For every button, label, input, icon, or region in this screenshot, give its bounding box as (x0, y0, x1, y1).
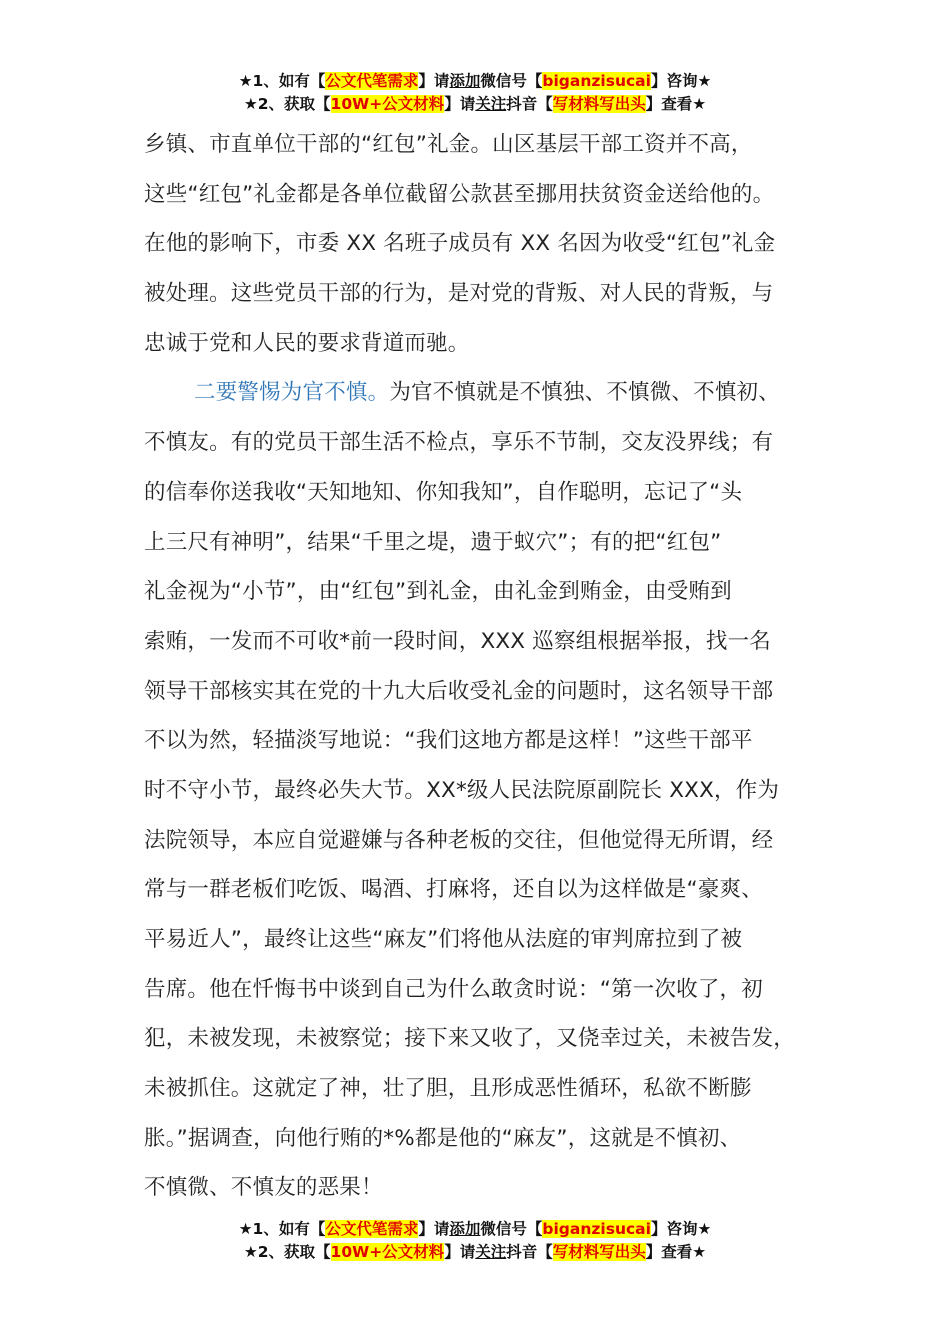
body-line: 索贿，一发而不可收*前一段时间，XXX 巡察组根据举报，找一名 (144, 628, 771, 654)
banner-line-2: ★2、获取【10W+公文材料】请关注抖音【写材料写出头】查看★ (243, 1243, 707, 1261)
document-body (144, 120, 834, 1213)
body-line: 不以为然，轻描淡写地说：“我们这地方都是这样！”这些干部平 (144, 728, 753, 754)
highlight-wechat-id: biganzisucai (542, 72, 651, 90)
highlight-douyin: 写材料写出头 (552, 1243, 646, 1261)
body-line: 领导干部核实其在党的十九大后收受礼金的问题时，这名领导干部 (144, 678, 774, 704)
section-heading-line: 二要警惕为官不慎。为官不慎就是不慎独、不慎微、不慎初、 (194, 380, 780, 406)
body-line: 礼金视为“小节”，由“红包”到礼金，由礼金到贿金，由受贿到 (144, 579, 732, 605)
body-line: 上三尺有神明”，结果“千里之堤，遗于蚁穴”；有的把“红包” (144, 529, 722, 555)
bottom-banner (0, 1218, 950, 1264)
highlight-materials: 10W+公文材料 (330, 1243, 445, 1261)
highlight-service: 公文代笔需求 (325, 1220, 419, 1238)
banner-line-1: ★1、如有【公文代笔需求】请添加微信号【biganzisucai】咨询★ (238, 72, 712, 90)
highlight-service: 公文代笔需求 (325, 72, 419, 90)
body-line: 时不守小节，最终必失大节。XX*级人民法院原副院长 XXX，作为 (144, 777, 780, 803)
body-line: 胀。”据调查，向他行贿的*%都是他的“麻友”，这就是不慎初、 (144, 1125, 742, 1151)
body-line: 不慎友。有的党员干部生活不检点，享乐不节制，交友没界线；有 (144, 430, 774, 456)
highlight-douyin: 写材料写出头 (552, 95, 646, 113)
highlight-materials: 10W+公文材料 (330, 95, 445, 113)
body-line: 的信奉你送我收“天知地知、你知我知”，自作聪明，忘记了“头 (144, 479, 743, 505)
body-line: 常与一群老板们吃饭、喝酒、打麻将，还自以为这样做是“豪爽、 (144, 877, 763, 903)
body-line: 在他的影响下，市委 XX 名班子成员有 XX 名因为收受“红包”礼金 (144, 231, 776, 257)
banner-line-1: ★1、如有【公文代笔需求】请添加微信号【biganzisucai】咨询★ (238, 1220, 712, 1238)
body-line: 告席。他在忏悔书中谈到自己为什么敢贪时说：“第一次收了，初 (144, 976, 763, 1002)
top-banner (0, 70, 950, 116)
body-line: 这些“红包”礼金都是各单位截留公款甚至挪用扶贫资金送给他的。 (144, 181, 775, 207)
banner-line-2: ★2、获取【10W+公文材料】请关注抖音【写材料写出头】查看★ (243, 95, 707, 113)
section-heading: 二要警惕为官不慎。 (194, 380, 390, 406)
highlight-wechat-id: biganzisucai (542, 1220, 651, 1238)
body-line: 被处理。这些党员干部的行为，是对党的背叛、对人民的背叛，与 (144, 281, 774, 307)
body-line: 忠诚于党和人民的要求背道而驰。 (144, 330, 470, 356)
body-line: 不慎微、不慎友的恶果！ (144, 1175, 383, 1201)
body-line: 犯，未被发现，未被察觉；接下来又收了，又侥幸过关，未被告发， (144, 1026, 796, 1052)
body-line: 平易近人”，最终让这些“麻友”们将他从法庭的审判席拉到了被 (144, 927, 743, 952)
body-line: 法院领导，本应自觉避嫌与各种老板的交往，但他觉得无所谓，经 (144, 827, 774, 853)
body-line: 乡镇、市直单位干部的“红包”礼金。山区基层干部工资并不高， (144, 132, 753, 157)
body-line: 未被抓住。这就定了神，壮了胆，且形成恶性循环，私欲不断膨 (144, 1076, 752, 1102)
